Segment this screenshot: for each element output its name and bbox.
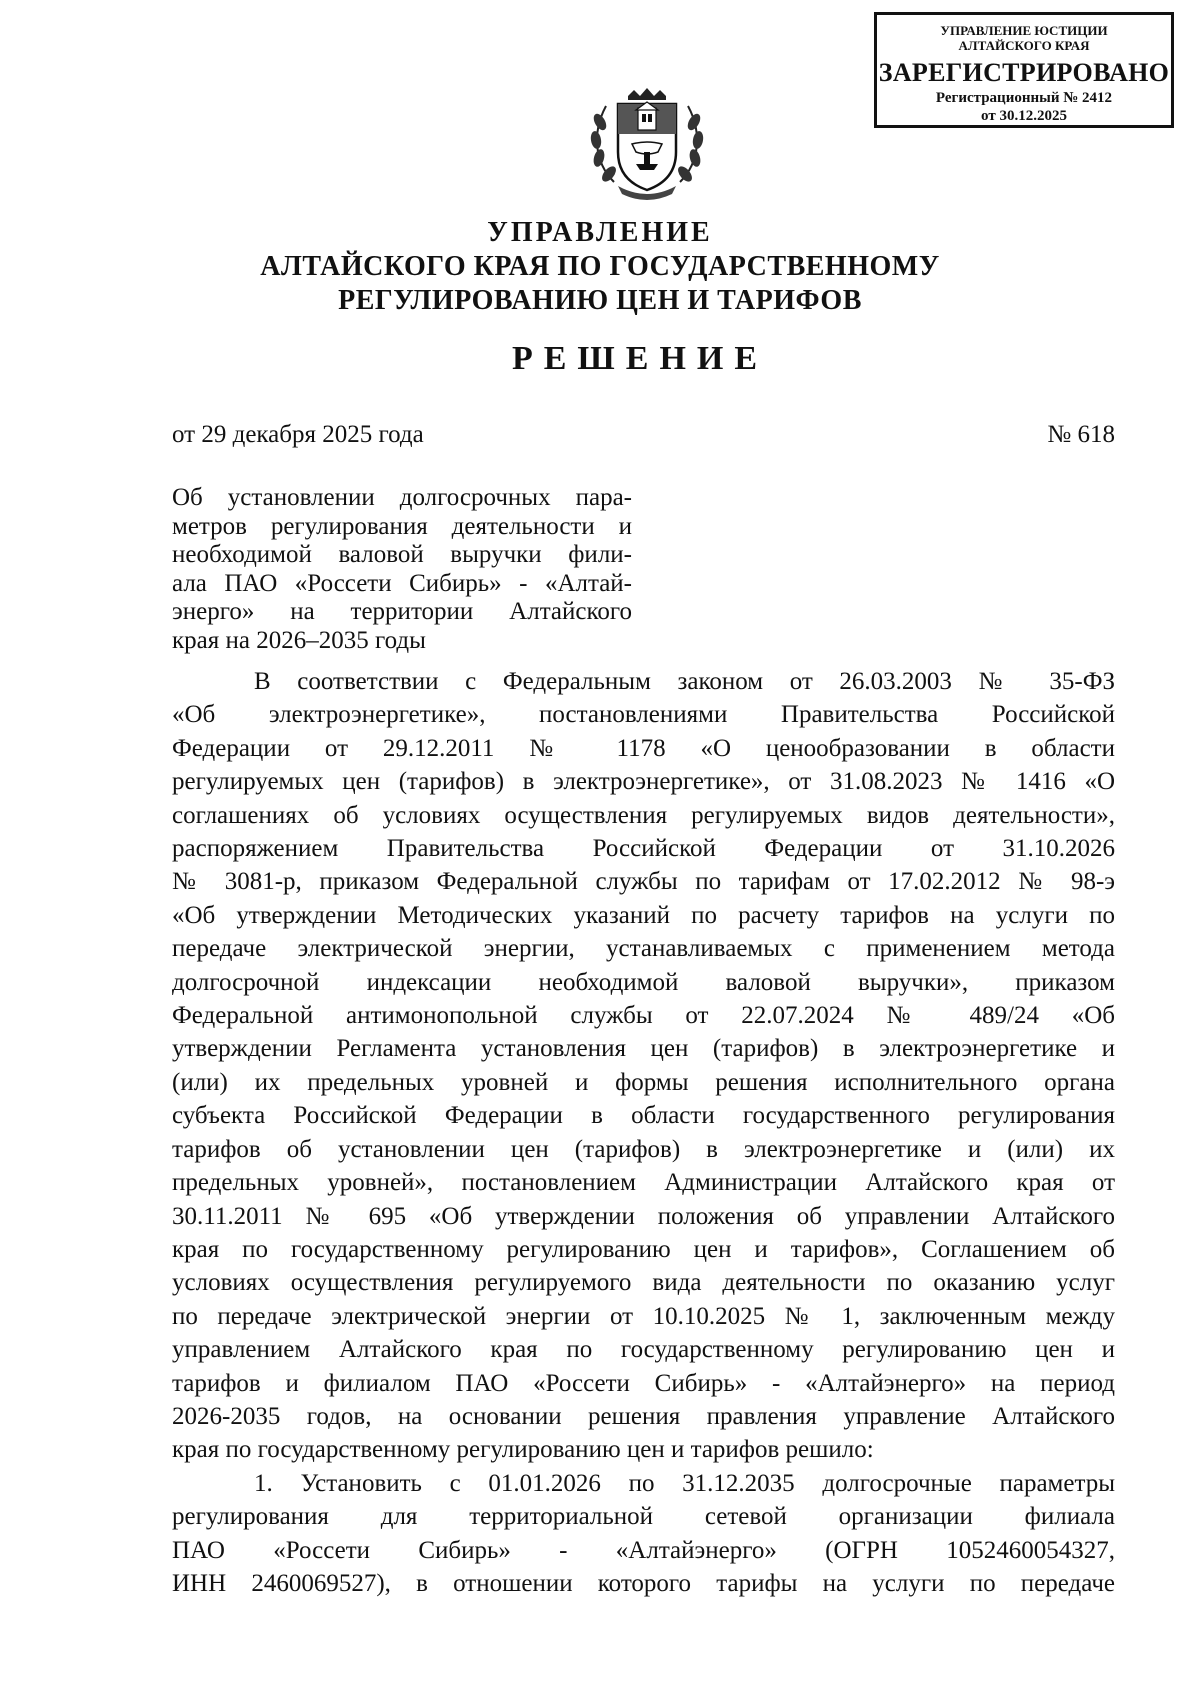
authority-line3: РЕГУЛИРОВАНИЮ ЦЕН И ТАРИФОВ <box>338 285 862 316</box>
body-line: 30.11.2011 № 695 «Об утверждении положения об управлении Алтайского <box>172 1202 1115 1230</box>
body-line: субъекта Российской Федерации в области государственного регулирования <box>172 1102 1115 1130</box>
body-line: условиях осуществления регулируемого вида деятельности по оказанию услуг <box>172 1269 1115 1297</box>
subject-line: необходимой валовой выручки фили- <box>172 541 632 569</box>
body-line: регулируемых цен (тарифов) в электроэнергетике», от 31.08.2023 № 1416 «О <box>172 768 1115 796</box>
registration-stamp <box>874 12 1174 128</box>
subject-line: ала ПАО «Россети Сибирь» - «Алтай- <box>172 569 632 597</box>
body-line: утверждении Регламента установления цен (тарифов) в электроэнергетике и <box>172 1035 1115 1063</box>
document-date: от 29 декабря 2025 года <box>172 421 424 448</box>
stamp-status: ЗАРЕГИСТРИРОВАНО <box>878 58 1170 87</box>
body-line: (или) их предельных уровней и формы решения исполнительного органа <box>172 1068 1115 1096</box>
body-line: передаче электрической энергии, устанавливаемых с применением метода <box>172 935 1115 963</box>
subject-line: края на 2026–2035 годы <box>172 626 426 654</box>
body-line: регулирования для территориальной сетевой организации филиала <box>172 1503 1115 1531</box>
body-line: края по государственному регулированию цен и тарифов решило: <box>172 1436 874 1464</box>
subject-line: метров регулирования деятельности и <box>172 512 632 540</box>
document-body <box>172 665 1115 1600</box>
body-line: по передаче электрической энергии от 10.10.2025 № 1, заключенным между <box>172 1302 1115 1330</box>
body-line: тарифов и филиалом ПАО «Россети Сибирь» - «Алтайэнерго» на период <box>172 1369 1115 1397</box>
document-number: № 618 <box>1047 421 1115 448</box>
authority-line2: АЛТАЙСКОГО КРАЯ ПО ГОСУДАРСТВЕННОМУ <box>260 251 940 282</box>
stamp-agency-line1: УПРАВЛЕНИЕ ЮСТИЦИИ <box>940 23 1108 38</box>
body-line: В соответствии с Федеральным законом от 26.03.2003 № 35-ФЗ <box>254 668 1115 695</box>
subject-line: Об установлении долгосрочных пара- <box>172 484 632 511</box>
body-line: 1. Установить с 01.01.2026 по 31.12.2035 долгосрочные параметры <box>254 1469 1115 1497</box>
body-line: «Об утверждении Методических указаний по расчету тарифов на услуги по <box>172 901 1115 929</box>
body-line: соглашениях об условиях осуществления регулируемых видов деятельности», <box>172 801 1115 829</box>
body-line: ПАО «Россети Сибирь» - «Алтайэнерго» (ОГРН 1052460054327, <box>172 1536 1115 1564</box>
document-type-title: РЕШЕНИЕ <box>511 340 769 377</box>
body-line: ИНН 2460069527), в отношении которого тарифы на услуги по передаче <box>172 1569 1115 1597</box>
document-subject <box>172 484 632 656</box>
body-line: тарифов об установлении цен (тарифов) в электроэнергетике и (или) их <box>172 1135 1115 1163</box>
body-line: 2026-2035 годов, на основании решения правления управление Алтайского <box>172 1402 1115 1430</box>
stamp-agency-line2: АЛТАЙСКОГО КРАЯ <box>958 38 1090 53</box>
authority-line1: УПРАВЛЕНИЕ <box>487 217 713 248</box>
body-line: распоряжением Правительства Российской Федерации от 31.10.2026 <box>172 835 1115 863</box>
body-line: Федерации от 29.12.2011 № 1178 «О ценообразовании в области <box>172 734 1115 762</box>
body-line: «Об электроэнергетике», постановлениями Правительства Российской <box>172 701 1115 729</box>
body-line: долгосрочной индексации необходимой валовой выручки», приказом <box>172 968 1115 996</box>
stamp-reg-date: от 30.12.2025 <box>981 108 1067 124</box>
body-line: края по государственному регулированию цен и тарифов», Соглашением об <box>172 1235 1115 1263</box>
body-line: управлением Алтайского края по государственному регулированию цен и <box>172 1336 1115 1364</box>
subject-line: энерго» на территории Алтайского <box>172 598 632 626</box>
issuing-authority <box>200 216 1000 318</box>
body-line: № 3081-р, приказом Федеральной службы по тарифам от 17.02.2012 № 98-э <box>172 868 1115 896</box>
stamp-reg-number: Регистрационный № 2412 <box>935 90 1113 106</box>
body-line: Федеральной антимонопольной службы от 22.07.2024 № 489/24 «Об <box>172 1002 1115 1030</box>
body-line: предельных уровней», постановлением Администрации Алтайского края от <box>172 1169 1115 1197</box>
altai-krai-coat-of-arms-icon <box>584 82 710 208</box>
